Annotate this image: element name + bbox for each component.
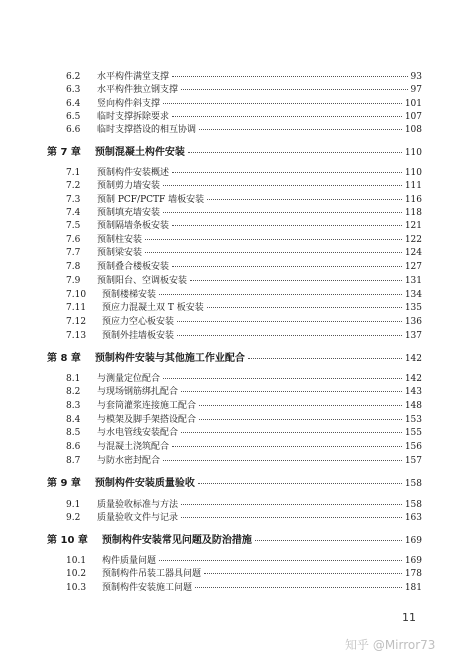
toc-page-number: 143 <box>404 387 422 397</box>
toc-leader-dots <box>145 252 402 253</box>
toc-section-row <box>66 374 422 385</box>
toc-entry-number: 第 9 章 <box>47 478 81 489</box>
toc-page-number: 156 <box>404 442 422 452</box>
toc-leader-dots <box>188 152 402 153</box>
toc-entry-title: 与现场钢筋绑扎配合 <box>97 387 179 397</box>
toc-entry-title: 与测量定位配合 <box>97 374 161 384</box>
toc-entry-title: 临时支撑搭设的相互协调 <box>97 125 197 135</box>
toc-entry-number: 7.1 <box>66 168 81 178</box>
toc-entry-title: 与混凝土浇筑配合 <box>97 442 170 452</box>
toc-entry-number: 9.1 <box>66 500 81 510</box>
toc-entry-title: 预制剪力墙安装 <box>97 181 161 191</box>
toc-leader-dots <box>172 116 402 117</box>
toc-page-number: 157 <box>404 456 422 466</box>
toc-section-row <box>66 583 422 594</box>
toc-leader-dots <box>255 540 402 541</box>
toc-page-number: 142 <box>404 354 422 364</box>
toc-entry-title: 质量验收文件与记录 <box>97 513 179 523</box>
toc-section-row <box>66 195 422 206</box>
toc-section-row <box>66 262 422 273</box>
toc-leader-dots <box>204 573 402 574</box>
toc-entry-number: 7.4 <box>66 208 81 218</box>
toc-entry-number: 10.1 <box>66 556 87 566</box>
toc-section-row <box>66 85 422 96</box>
toc-leader-dots <box>199 129 402 130</box>
toc-entry-title: 与防水密封配合 <box>97 456 161 466</box>
toc-entry-title: 预制构件安装常见问题及防治措施 <box>101 535 252 546</box>
toc-entry-number: 8.7 <box>66 456 81 466</box>
toc-section-row <box>66 331 422 342</box>
toc-chapter-row <box>47 535 422 547</box>
toc-leader-dots <box>172 76 408 77</box>
toc-entry-title: 预应力空心板安装 <box>102 317 175 327</box>
toc-entry-title: 预制 PCF/PCTF 墙板安装 <box>97 195 205 205</box>
toc-section-row <box>66 248 422 259</box>
toc-entry-number: 7.11 <box>66 303 87 313</box>
toc-entry-title: 预制柱安装 <box>97 235 143 245</box>
toc-leader-dots <box>207 199 402 200</box>
toc-entry-title: 预制混凝土构件安装 <box>94 147 185 158</box>
toc-entry-title: 预制阳台、空调板安装 <box>97 276 188 286</box>
toc-leader-dots <box>177 321 402 322</box>
toc-entry-number: 第 7 章 <box>47 147 81 158</box>
toc-section-row <box>66 456 422 467</box>
toc-section-row <box>66 556 422 567</box>
toc-section-row <box>66 168 422 179</box>
toc-entry-number: 7.5 <box>66 221 81 231</box>
toc-page-number: 97 <box>410 85 422 95</box>
toc-leader-dots <box>177 335 402 336</box>
toc-page-number: 158 <box>404 500 422 510</box>
toc-chapter-row <box>47 147 422 159</box>
toc-entry-title: 预制楼梯安装 <box>102 290 157 300</box>
toc-page-number: 93 <box>410 72 422 82</box>
toc-page-number: 137 <box>404 331 422 341</box>
toc-section-row <box>66 181 422 192</box>
toc-section-row <box>66 235 422 246</box>
toc-page-number: 155 <box>404 428 422 438</box>
toc-page-number: 116 <box>404 195 422 205</box>
toc-page-number: 169 <box>404 536 422 546</box>
toc-leader-dots <box>163 460 402 461</box>
toc-leader-dots <box>199 405 402 406</box>
toc-section-row <box>66 442 422 453</box>
toc-leader-dots <box>172 266 402 267</box>
toc-entry-number: 6.5 <box>66 112 81 122</box>
toc-leader-dots <box>163 185 402 186</box>
toc-section-row <box>66 387 422 398</box>
toc-section-row <box>66 317 422 328</box>
toc-leader-dots <box>207 307 402 308</box>
toc-leader-dots <box>172 172 402 173</box>
toc-entry-title: 预制构件安装概述 <box>97 168 170 178</box>
toc-entry-number: 6.3 <box>66 85 81 95</box>
toc-section-row <box>66 513 422 524</box>
toc-entry-number: 6.6 <box>66 125 81 135</box>
toc-page-number: 169 <box>404 556 422 566</box>
toc-entry-number: 9.2 <box>66 513 81 523</box>
toc-leader-dots <box>181 432 402 433</box>
toc-leader-dots <box>198 483 402 484</box>
toc-leader-dots <box>181 517 402 518</box>
toc-entry-number: 7.10 <box>66 290 87 300</box>
toc-leader-dots <box>199 419 402 420</box>
toc-page-number: 118 <box>404 208 422 218</box>
toc-entry-title: 预制构件安装质量验收 <box>94 478 195 489</box>
toc-section-row <box>66 112 422 123</box>
toc-page-number: 110 <box>404 148 422 158</box>
toc-leader-dots <box>163 378 402 379</box>
toc-section-row <box>66 500 422 511</box>
toc-page-number: 135 <box>404 303 422 313</box>
toc-entry-number: 7.7 <box>66 248 81 258</box>
toc-entry-title: 与套筒灌浆连接施工配合 <box>97 401 197 411</box>
toc-entry-number: 第 10 章 <box>47 535 88 546</box>
toc-entry-title: 临时支撑拆除要求 <box>97 112 170 122</box>
toc-entry-number: 7.3 <box>66 195 81 205</box>
toc-page-number: 142 <box>404 374 422 384</box>
toc-entry-number: 8.5 <box>66 428 81 438</box>
toc-page-number: 127 <box>404 262 422 272</box>
toc-page-number: 122 <box>404 235 422 245</box>
toc-entry-number: 7.2 <box>66 181 81 191</box>
toc-entry-number: 7.6 <box>66 235 81 245</box>
page-number: 11 <box>402 611 416 624</box>
toc-entry-number: 10.2 <box>66 569 87 579</box>
toc-entry-title: 预制构件安装与其他施工作业配合 <box>94 353 245 364</box>
toc-section-row <box>66 221 422 232</box>
toc-leader-dots <box>172 446 402 447</box>
toc-section-row <box>66 415 422 426</box>
toc-leader-dots <box>159 560 402 561</box>
toc-entry-number: 7.8 <box>66 262 81 272</box>
watermark: 知乎 @Mirror73 <box>345 638 436 652</box>
toc-entry-number: 8.3 <box>66 401 81 411</box>
toc-leader-dots <box>181 89 408 90</box>
toc-page-number: 136 <box>404 317 422 327</box>
toc-section-row <box>66 569 422 580</box>
toc-leader-dots <box>172 225 402 226</box>
toc-section-row <box>66 99 422 110</box>
toc-entry-number: 8.4 <box>66 415 81 425</box>
toc-page-number: 107 <box>404 112 422 122</box>
toc-leader-dots <box>163 212 402 213</box>
toc-page-number: 178 <box>404 569 422 579</box>
toc-entry-title: 与模架及脚手架搭设配合 <box>97 415 197 425</box>
toc-chapter-row <box>47 478 422 490</box>
toc-entry-title: 水平构件独立钢支撑 <box>97 85 179 95</box>
toc-leader-dots <box>181 504 402 505</box>
toc-section-row <box>66 401 422 412</box>
toc-leader-dots <box>181 391 402 392</box>
toc-section-row <box>66 72 422 83</box>
toc-entry-title: 预应力混凝土双 T 板安装 <box>102 303 204 313</box>
toc-entry-title: 预制隔墙条板安装 <box>97 221 170 231</box>
toc-section-row <box>66 125 422 136</box>
toc-section-row <box>66 276 422 287</box>
toc-entry-number: 6.4 <box>66 99 81 109</box>
toc-section-row <box>66 303 422 314</box>
toc-leader-dots <box>195 587 402 588</box>
toc-section-row <box>66 208 422 219</box>
toc-page-number: 124 <box>404 248 422 258</box>
toc-section-row <box>66 428 422 439</box>
toc-entry-title: 预制梁安装 <box>97 248 143 258</box>
toc-entry-number: 8.1 <box>66 374 81 384</box>
toc-page-number: 131 <box>404 276 422 286</box>
toc-leader-dots <box>145 239 402 240</box>
toc-entry-title: 水平构件满堂支撑 <box>97 72 170 82</box>
toc-entry-title: 预制叠合楼板安装 <box>97 262 170 272</box>
toc-page-number: 148 <box>404 401 422 411</box>
toc-leader-dots <box>159 294 402 295</box>
toc-entry-number: 7.9 <box>66 276 81 286</box>
toc-page-number: 181 <box>404 583 422 593</box>
toc-page-number: 108 <box>404 125 422 135</box>
toc-page-number: 121 <box>404 221 422 231</box>
toc-entry-number: 第 8 章 <box>47 353 81 364</box>
toc-page-number: 110 <box>404 168 422 178</box>
toc-section-row <box>66 290 422 301</box>
toc-leader-dots <box>248 358 402 359</box>
toc-leader-dots <box>163 103 402 104</box>
toc-leader-dots <box>190 280 402 281</box>
toc-entry-title: 质量验收标准与方法 <box>97 500 179 510</box>
toc-entry-number: 8.6 <box>66 442 81 452</box>
toc-entry-title: 预制填充墙安装 <box>97 208 161 218</box>
toc-entry-number: 8.2 <box>66 387 81 397</box>
toc-entry-number: 7.13 <box>66 331 87 341</box>
toc-entry-title: 预制构件安装施工问题 <box>102 583 193 593</box>
toc-entry-number: 6.2 <box>66 72 81 82</box>
toc-entry-title: 竖向构件斜支撑 <box>97 99 161 109</box>
toc-page-number: 134 <box>404 290 422 300</box>
toc-page-number: 163 <box>404 513 422 523</box>
toc-page-number: 153 <box>404 415 422 425</box>
toc-page-number: 158 <box>404 479 422 489</box>
toc-entry-title: 预制构件吊装工器具问题 <box>102 569 202 579</box>
toc-page-number: 111 <box>404 181 422 191</box>
toc-page-number: 101 <box>404 99 422 109</box>
toc-chapter-row <box>47 353 422 365</box>
toc-entry-number: 7.12 <box>66 317 87 327</box>
toc-entry-title: 预制外挂墙板安装 <box>102 331 175 341</box>
toc-entry-number: 10.3 <box>66 583 87 593</box>
toc-entry-title: 与水电管线安装配合 <box>97 428 179 438</box>
toc-entry-title: 构件质量问题 <box>102 556 157 566</box>
